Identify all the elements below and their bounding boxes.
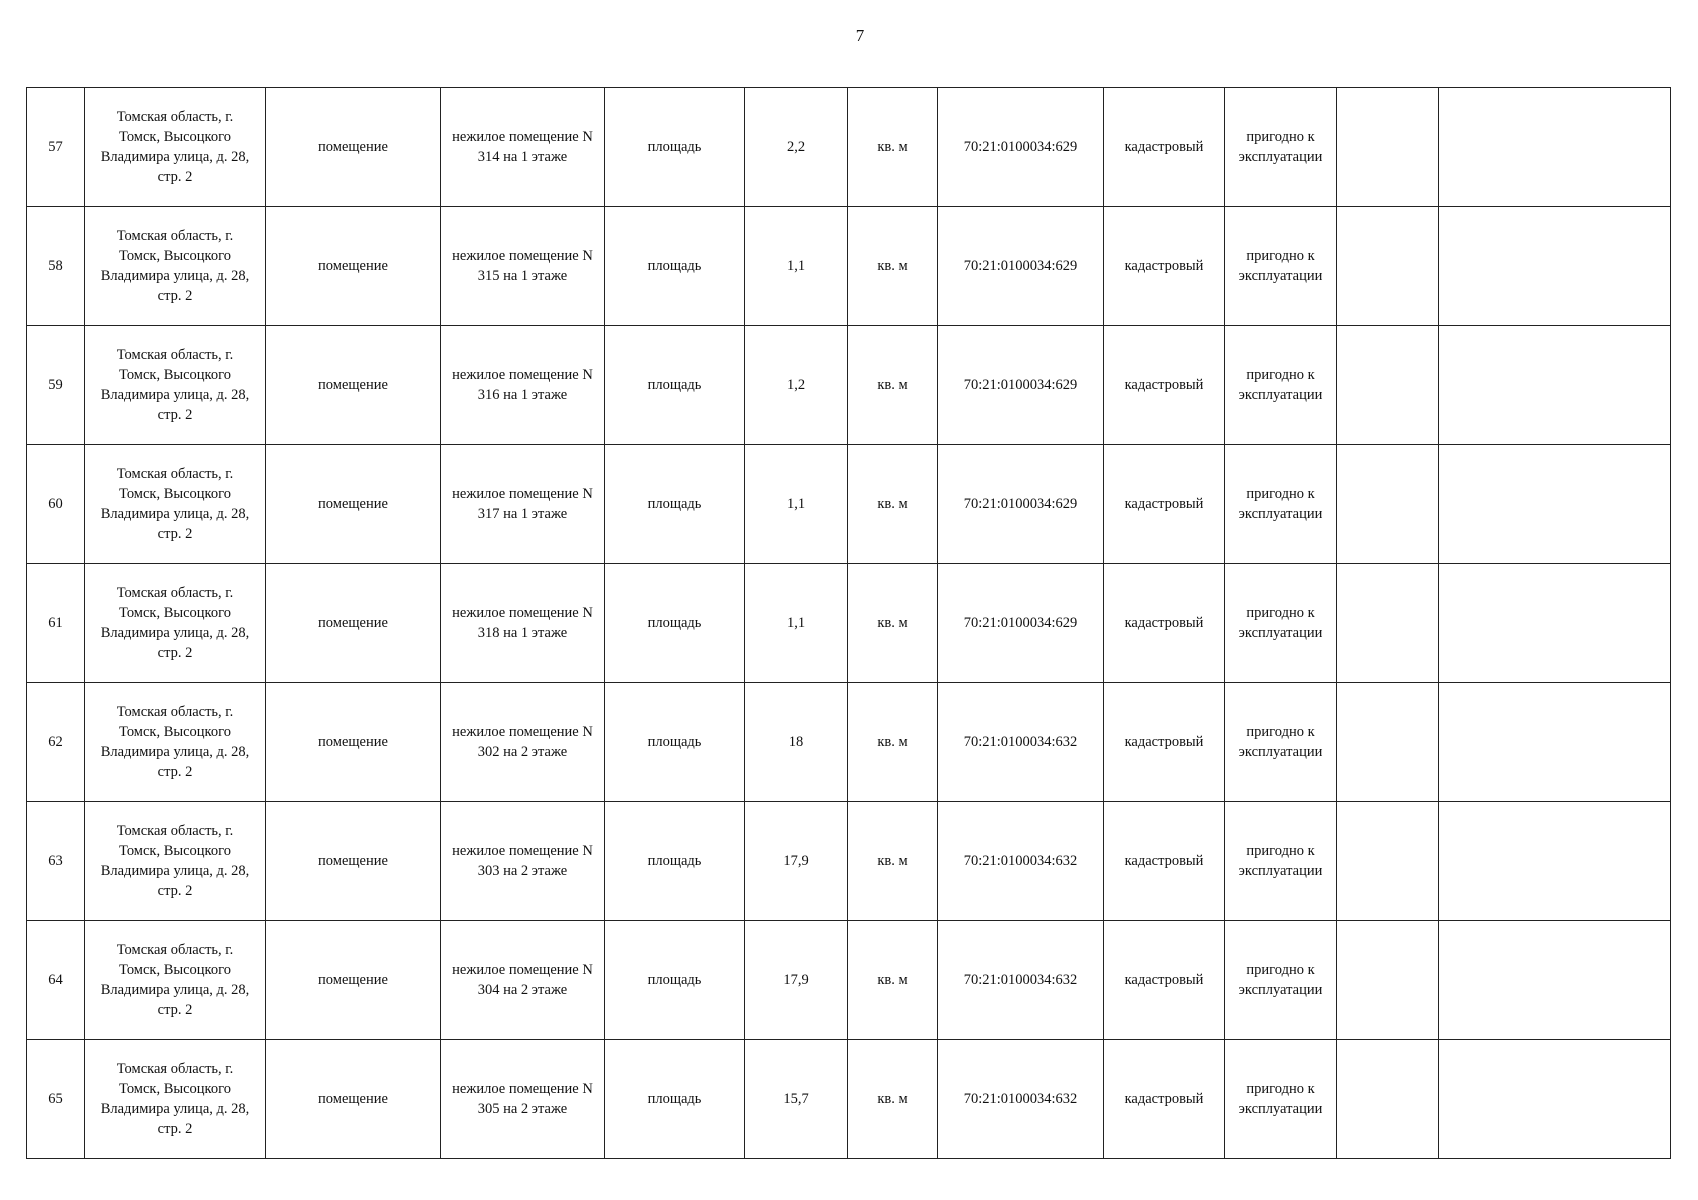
condition-cell: пригодно к эксплуатации xyxy=(1225,445,1337,564)
table-row xyxy=(27,921,1671,1040)
object-name-cell: нежилое помещение N 315 на 1 этаже xyxy=(441,207,605,326)
address-cell: Томская область, г. Томск, Высоцкого Владимира улица, д. 28, стр. 2 xyxy=(85,683,266,802)
address-cell: Томская область, г. Томск, Высоцкого Владимира улица, д. 28, стр. 2 xyxy=(85,564,266,683)
table-row xyxy=(27,445,1671,564)
row-number-cell: 63 xyxy=(27,802,85,921)
empty-cell xyxy=(1337,802,1439,921)
object-type-cell: помещение xyxy=(266,1040,441,1159)
condition-cell: пригодно к эксплуатации xyxy=(1225,802,1337,921)
address-cell: Томская область, г. Томск, Высоцкого Владимира улица, д. 28, стр. 2 xyxy=(85,921,266,1040)
object-name-cell: нежилое помещение N 316 на 1 этаже xyxy=(441,326,605,445)
cadastral-number-cell: 70:21:0100034:632 xyxy=(938,1040,1104,1159)
empty-cell xyxy=(1439,802,1671,921)
table-row xyxy=(27,683,1671,802)
empty-cell xyxy=(1439,88,1671,207)
unit-cell: кв. м xyxy=(848,683,938,802)
address-cell: Томская область, г. Томск, Высоцкого Владимира улица, д. 28, стр. 2 xyxy=(85,802,266,921)
condition-cell: пригодно к эксплуатации xyxy=(1225,683,1337,802)
unit-cell: кв. м xyxy=(848,326,938,445)
row-number-cell: 62 xyxy=(27,683,85,802)
address-cell: Томская область, г. Томск, Высоцкого Владимира улица, д. 28, стр. 2 xyxy=(85,1040,266,1159)
address-cell: Томская область, г. Томск, Высоцкого Владимира улица, д. 28, стр. 2 xyxy=(85,88,266,207)
condition-cell: пригодно к эксплуатации xyxy=(1225,921,1337,1040)
condition-cell: пригодно к эксплуатации xyxy=(1225,1040,1337,1159)
table-row xyxy=(27,1040,1671,1159)
area-value-cell: 17,9 xyxy=(745,802,848,921)
area-value-cell: 1,1 xyxy=(745,564,848,683)
area-value-cell: 1,2 xyxy=(745,326,848,445)
number-type-cell: кадастровый xyxy=(1104,1040,1225,1159)
number-type-cell: кадастровый xyxy=(1104,88,1225,207)
object-name-cell: нежилое помещение N 318 на 1 этаже xyxy=(441,564,605,683)
object-type-cell: помещение xyxy=(266,921,441,1040)
number-type-cell: кадастровый xyxy=(1104,802,1225,921)
empty-cell xyxy=(1337,326,1439,445)
parameter-cell: площадь xyxy=(605,1040,745,1159)
unit-cell: кв. м xyxy=(848,445,938,564)
object-name-cell: нежилое помещение N 304 на 2 этаже xyxy=(441,921,605,1040)
table-row xyxy=(27,207,1671,326)
object-type-cell: помещение xyxy=(266,88,441,207)
object-name-cell: нежилое помещение N 305 на 2 этаже xyxy=(441,1040,605,1159)
area-value-cell: 15,7 xyxy=(745,1040,848,1159)
empty-cell xyxy=(1337,207,1439,326)
object-type-cell: помещение xyxy=(266,207,441,326)
empty-cell xyxy=(1439,683,1671,802)
empty-cell xyxy=(1439,445,1671,564)
address-cell: Томская область, г. Томск, Высоцкого Владимира улица, д. 28, стр. 2 xyxy=(85,207,266,326)
empty-cell xyxy=(1439,326,1671,445)
number-type-cell: кадастровый xyxy=(1104,207,1225,326)
area-value-cell: 2,2 xyxy=(745,88,848,207)
parameter-cell: площадь xyxy=(605,802,745,921)
number-type-cell: кадастровый xyxy=(1104,326,1225,445)
row-number-cell: 65 xyxy=(27,1040,85,1159)
cadastral-number-cell: 70:21:0100034:632 xyxy=(938,921,1104,1040)
number-type-cell: кадастровый xyxy=(1104,921,1225,1040)
cadastral-number-cell: 70:21:0100034:629 xyxy=(938,88,1104,207)
page-number: 7 xyxy=(855,26,865,45)
number-type-cell: кадастровый xyxy=(1104,683,1225,802)
unit-cell: кв. м xyxy=(848,88,938,207)
object-type-cell: помещение xyxy=(266,445,441,564)
empty-cell xyxy=(1439,921,1671,1040)
empty-cell xyxy=(1337,921,1439,1040)
table-row xyxy=(27,88,1671,207)
table-row xyxy=(27,564,1671,683)
object-name-cell: нежилое помещение N 317 на 1 этаже xyxy=(441,445,605,564)
condition-cell: пригодно к эксплуатации xyxy=(1225,564,1337,683)
area-value-cell: 18 xyxy=(745,683,848,802)
cadastral-number-cell: 70:21:0100034:629 xyxy=(938,326,1104,445)
parameter-cell: площадь xyxy=(605,88,745,207)
property-registry-table xyxy=(26,87,1671,1159)
condition-cell: пригодно к эксплуатации xyxy=(1225,326,1337,445)
address-cell: Томская область, г. Томск, Высоцкого Владимира улица, д. 28, стр. 2 xyxy=(85,445,266,564)
empty-cell xyxy=(1439,207,1671,326)
empty-cell xyxy=(1439,564,1671,683)
cadastral-number-cell: 70:21:0100034:632 xyxy=(938,683,1104,802)
condition-cell: пригодно к эксплуатации xyxy=(1225,88,1337,207)
row-number-cell: 60 xyxy=(27,445,85,564)
row-number-cell: 58 xyxy=(27,207,85,326)
row-number-cell: 64 xyxy=(27,921,85,1040)
unit-cell: кв. м xyxy=(848,802,938,921)
object-type-cell: помещение xyxy=(266,564,441,683)
parameter-cell: площадь xyxy=(605,564,745,683)
parameter-cell: площадь xyxy=(605,207,745,326)
object-type-cell: помещение xyxy=(266,326,441,445)
parameter-cell: площадь xyxy=(605,326,745,445)
table-row xyxy=(27,326,1671,445)
empty-cell xyxy=(1439,1040,1671,1159)
empty-cell xyxy=(1337,88,1439,207)
row-number-cell: 59 xyxy=(27,326,85,445)
cadastral-number-cell: 70:21:0100034:629 xyxy=(938,207,1104,326)
unit-cell: кв. м xyxy=(848,921,938,1040)
object-name-cell: нежилое помещение N 303 на 2 этаже xyxy=(441,802,605,921)
row-number-cell: 61 xyxy=(27,564,85,683)
row-number-cell: 57 xyxy=(27,88,85,207)
object-type-cell: помещение xyxy=(266,802,441,921)
number-type-cell: кадастровый xyxy=(1104,445,1225,564)
unit-cell: кв. м xyxy=(848,207,938,326)
area-value-cell: 17,9 xyxy=(745,921,848,1040)
object-name-cell: нежилое помещение N 314 на 1 этаже xyxy=(441,88,605,207)
address-cell: Томская область, г. Томск, Высоцкого Владимира улица, д. 28, стр. 2 xyxy=(85,326,266,445)
unit-cell: кв. м xyxy=(848,564,938,683)
cadastral-number-cell: 70:21:0100034:629 xyxy=(938,564,1104,683)
table-row xyxy=(27,802,1671,921)
area-value-cell: 1,1 xyxy=(745,445,848,564)
object-type-cell: помещение xyxy=(266,683,441,802)
number-type-cell: кадастровый xyxy=(1104,564,1225,683)
empty-cell xyxy=(1337,564,1439,683)
condition-cell: пригодно к эксплуатации xyxy=(1225,207,1337,326)
cadastral-number-cell: 70:21:0100034:629 xyxy=(938,445,1104,564)
unit-cell: кв. м xyxy=(848,1040,938,1159)
empty-cell xyxy=(1337,445,1439,564)
parameter-cell: площадь xyxy=(605,683,745,802)
object-name-cell: нежилое помещение N 302 на 2 этаже xyxy=(441,683,605,802)
parameter-cell: площадь xyxy=(605,445,745,564)
parameter-cell: площадь xyxy=(605,921,745,1040)
empty-cell xyxy=(1337,1040,1439,1159)
area-value-cell: 1,1 xyxy=(745,207,848,326)
empty-cell xyxy=(1337,683,1439,802)
cadastral-number-cell: 70:21:0100034:632 xyxy=(938,802,1104,921)
